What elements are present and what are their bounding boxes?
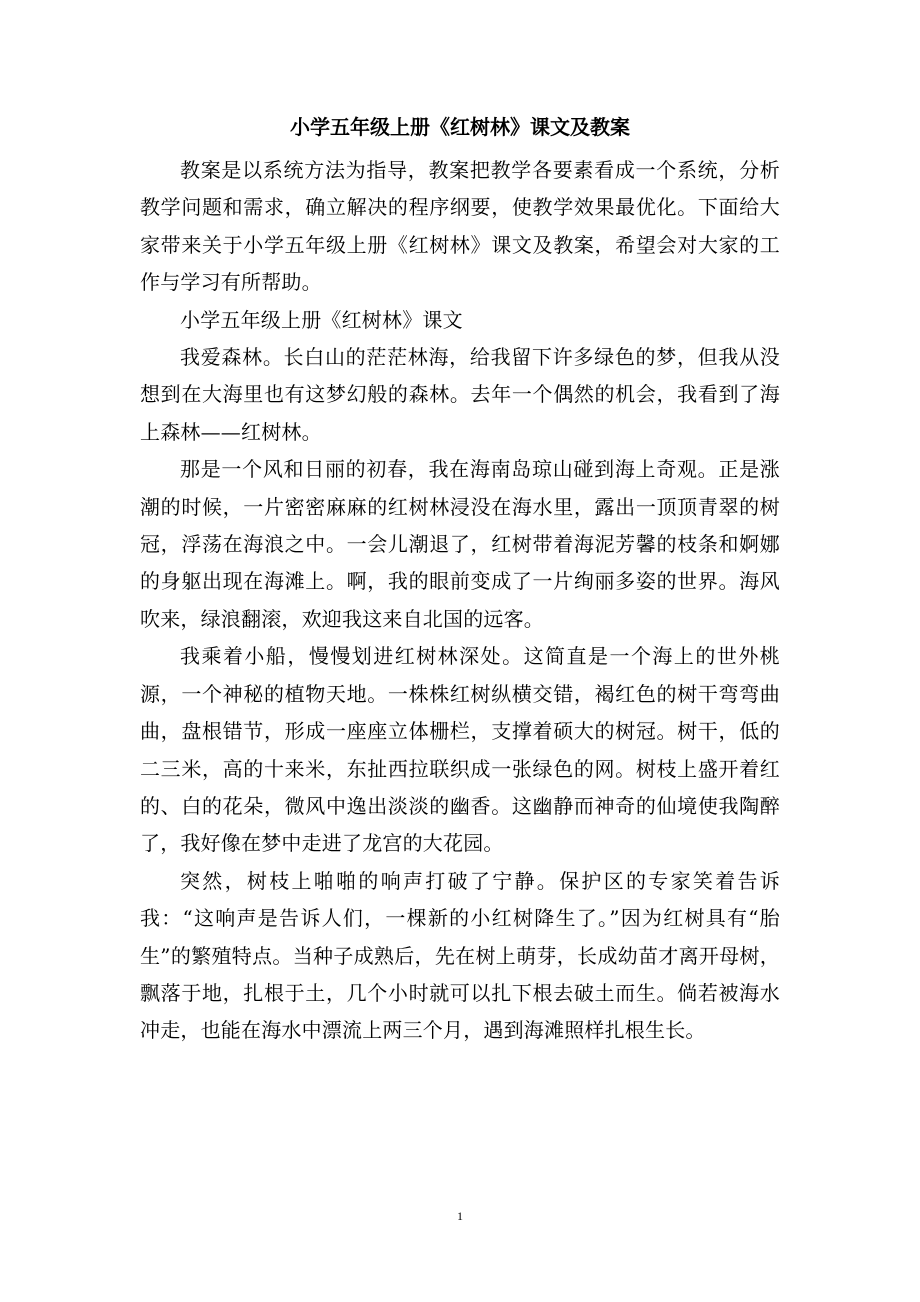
text-paragraph: 我乘着小船，慢慢划进红树林深处。这简直是一个海上的世外桃源，一个神秘的植物天地。一株株红树纵横交错，褐红色的树干弯弯曲曲，盘根错节，形成一座座立体栅栏，支撑着硕大的树冠。树干，低的二三米，高的十来米，东扯西拉联织成一张绿色的网。树枝上盛开着红的、白的花朵，微风中逸出淡淡的幽香。这幽静而神奇的仙境使我陶醉了，我好像在梦中走进了龙宫的大花园。	[140, 644, 780, 856]
document-title: 小学五年级上册《红树林》课文及教案	[290, 115, 630, 139]
intro-paragraph: 教案是以系统方法为指导，教案把教学各要素看成一个系统，分析教学问题和需求，确立解决的程序纲要，使教学效果最优化。下面给大家带来关于小学五年级上册《红树林》课文及教案，希望会对大家的工作与学习有所帮助。	[140, 158, 780, 295]
page-number: 1	[457, 1209, 463, 1223]
text-paragraph: 那是一个风和日丽的初春，我在海南岛琼山碰到海上奇观。正是涨潮的时候，一片密密麻麻的红树林浸没在海水里，露出一顶顶青翠的树冠，浮荡在海浪之中。一会儿潮退了，红树带着海泥芳馨的枝条和婀娜的身躯出现在海滩上。啊，我的眼前变成了一片绚丽多姿的世界。海风吹来，绿浪翻滚，欢迎我这来自北国的远客。	[140, 457, 780, 631]
document-body	[140, 152, 780, 1050]
text-paragraph: 突然，树枝上啪啪的响声打破了宁静。保护区的专家笑着告诉我：“这响声是告诉人们，一棵新的小红树降生了。”因为红树具有“胎生”的繁殖特点。当种子成熟后，先在树上萌芽，长成幼苗才离开母树，飘落于地，扎根于土，几个小时就可以扎下根去破土而生。倘若被海水冲走，也能在海水中漂流上两三个月，遇到海滩照样扎根生长。	[140, 868, 780, 1043]
section-heading-paragraph: 小学五年级上册《红树林》课文	[180, 307, 463, 332]
text-paragraph: 我爱森林。长白山的茫茫林海，给我留下许多绿色的梦，但我从没想到在大海里也有这梦幻般的森林。去年一个偶然的机会，我看到了海上森林——红树林。	[140, 345, 780, 444]
